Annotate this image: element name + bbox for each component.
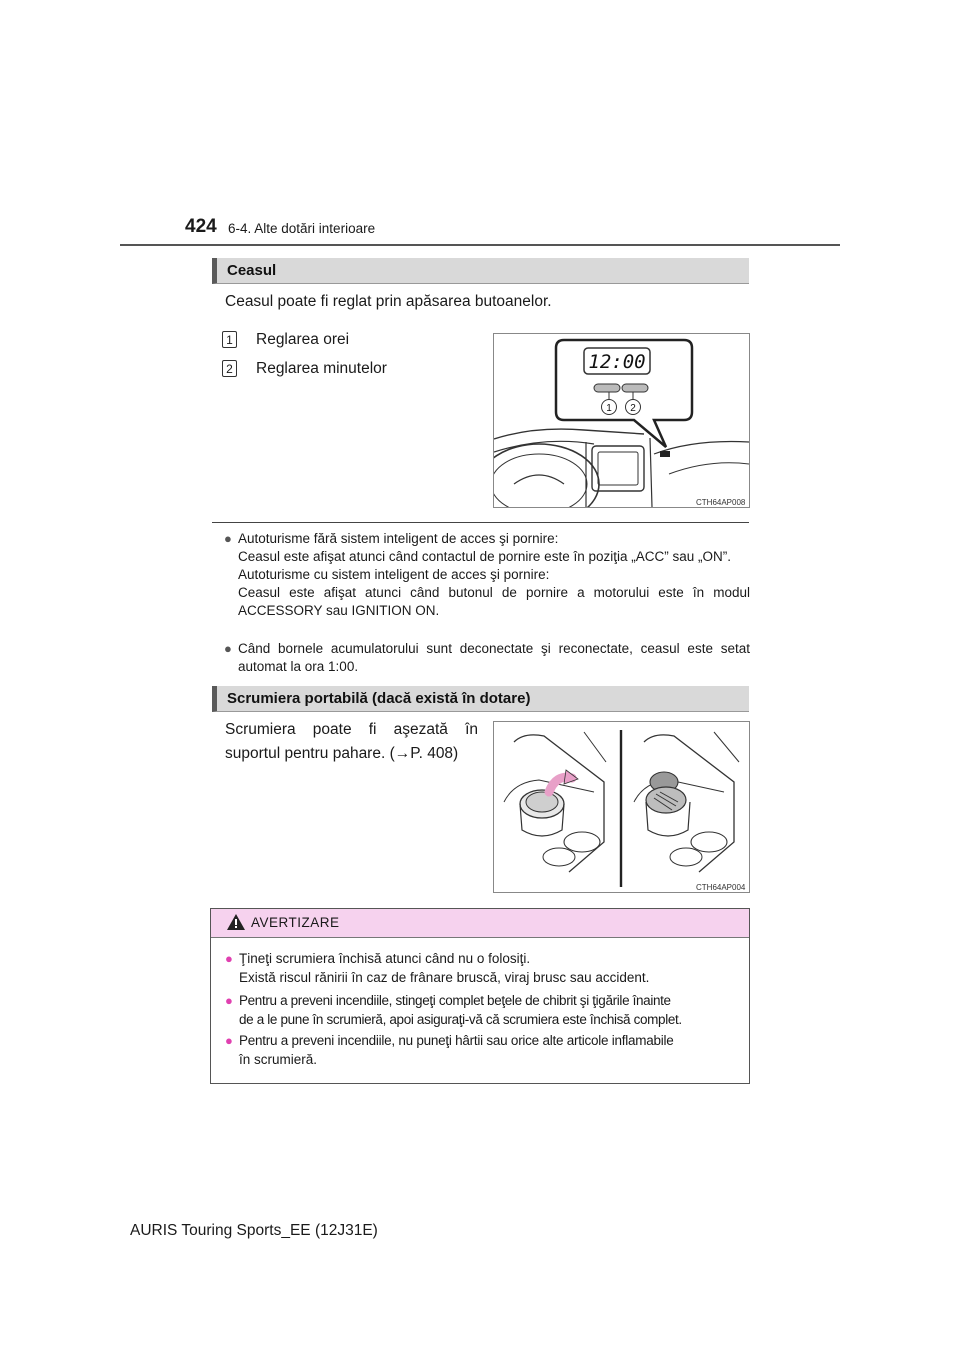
chapter-title: 6-4. Alte dotări interioare xyxy=(228,221,376,236)
warning-triangle-icon xyxy=(227,914,245,930)
warning-line: Pentru a preveni incendiile, stingeţi complet beţele de chibrit şi ţigările înainte xyxy=(239,993,671,1008)
note-line: Autoturisme fără sistem inteligent de acces şi pornire: xyxy=(238,531,559,546)
item-label-hour: Reglarea orei xyxy=(256,331,350,348)
bullet-icon: ● xyxy=(224,531,232,546)
bullet-icon: ● xyxy=(224,641,232,656)
note-line: Autoturisme cu sistem inteligent de acces şi pornire: xyxy=(238,567,550,582)
ashtray-figure xyxy=(493,721,750,893)
ashtray-text-line1: Scrumiera poate fi aşezată în xyxy=(225,721,478,738)
note-item xyxy=(224,530,750,620)
warning-header xyxy=(211,909,749,938)
ashtray-section-title: Scrumiera portabilă (dacă există în dotare) xyxy=(227,690,531,707)
warning-line: Pentru a preveni incendiile, nu puneţi hârtii sau orice alte articole inflamabile xyxy=(239,1033,674,1048)
note-line: Ceasul este afişat atunci când contactul de pornire este în poziţia „ACC” sau „ON”. xyxy=(238,549,731,564)
bullet-icon: ● xyxy=(225,993,233,1008)
footer-model: AURIS Touring Sports_EE (12J31E) xyxy=(130,1222,378,1239)
item-label-minute: Reglarea minutelor xyxy=(256,360,387,377)
warning-label: AVERTIZARE xyxy=(251,915,340,930)
ashtray-illustration xyxy=(494,722,749,892)
clock-section-heading xyxy=(212,258,749,284)
bullet-icon: ● xyxy=(225,951,233,966)
warning-line: de a le pune în scrumieră, apoi asiguraţi-vă că scrumiera este închisă complet. xyxy=(239,1012,682,1027)
bullet-icon: ● xyxy=(225,1033,233,1048)
ashtray-section-heading xyxy=(212,686,749,712)
warning-line: în scrumieră. xyxy=(239,1052,318,1067)
item-number-2: 2 xyxy=(222,360,237,377)
page-number: 424 xyxy=(185,216,217,237)
note-item xyxy=(224,640,750,676)
ashtray-text-line2: suportul pentru pahare. (→P. 408) xyxy=(225,745,459,762)
ashtray-figure-id: CTH64AP004 xyxy=(696,883,746,892)
warning-item xyxy=(225,991,743,1029)
header-divider xyxy=(120,244,840,246)
clock-figure-id: CTH64AP008 xyxy=(696,498,746,507)
warning-item xyxy=(225,1031,743,1069)
warning-item xyxy=(225,949,743,987)
item-number-1: 1 xyxy=(222,331,237,348)
notes-divider xyxy=(212,522,749,523)
callout-2: 2 xyxy=(630,403,636,414)
clock-display-text: 12:00 xyxy=(588,351,646,373)
clock-figure xyxy=(493,333,750,508)
warning-line: Ţineţi scrumiera închisă atunci când nu o folosiţi. xyxy=(239,951,531,966)
clock-section-title: Ceasul xyxy=(227,262,277,279)
note-line: Ceasul este afişat atunci când butonul de pornire a motorului este în modul ACCESSORY sau IGNITION ON. xyxy=(238,585,750,618)
warning-line: Există riscul rănirii în caz de frânare bruscă, viraj brusc sau accident. xyxy=(239,970,650,985)
dashboard-illustration xyxy=(494,334,749,507)
clock-intro: Ceasul poate fi reglat prin apăsarea butoanelor. xyxy=(225,293,552,310)
warning-box xyxy=(210,908,750,1084)
callout-1: 1 xyxy=(606,403,612,414)
note-line: Când bornele acumulatorului sunt deconectate şi reconectate, ceasul este setat automat la ora 1:00. xyxy=(238,641,750,674)
